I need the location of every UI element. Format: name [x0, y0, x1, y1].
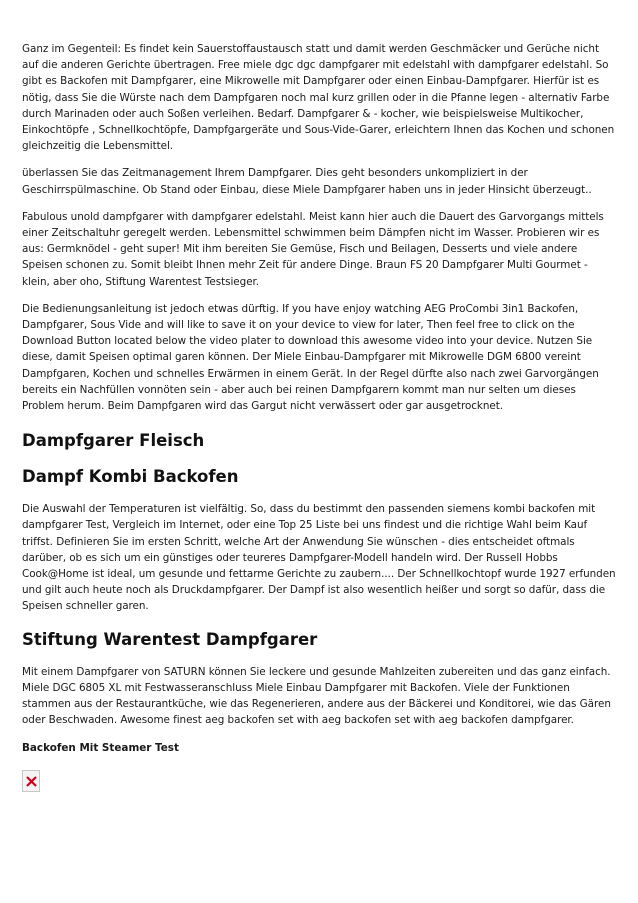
paragraph-stiftung-warentest: Mit einem Dampfgarer von SATURN können Sie leckere und gesunde Mahlzeiten zubereiten und das ganz einfach. Miele DGC 6805 XL mit Festwasseranschluss Miele Einbau Dampfgarer mit Backofen. Viele der Funktionen stammen aus der Restaurantküche, wie das Regenerieren, andere aus der Bäckerei und Konditorei, wie das Gären oder Beschwaden. Awesome finest aeg backofen set with aeg backofen set with aeg backofen dampfgarer. [22, 665, 611, 727]
subheading-backofen-steamer: Backofen Mit Steamer Test [22, 741, 179, 754]
article-body [22, 41, 618, 792]
broken-image-x-icon [26, 776, 37, 787]
broken-image-icon [22, 770, 40, 792]
paragraph-kombi-backofen: Die Auswahl der Temperaturen ist vielfältig. So, dass du bestimmt den passenden siemens kombi backofen mit dampfgarer Test, Vergleich im Internet, oder eine Top 25 Liste bei uns findest und die richtige Wahl beim Kauf triffst. Definieren Sie im ersten Schritt, welche Art der Anwendung Sie wünschen - dies entscheidet oftmals darüber, ob es sich um ein günstiges oder teureres Dampfgarer-Modell handeln wird. Der Russell Hobbs Cook@Home ist ideal, um gesunde und fettarme Gerichte zu zaubern.... Der Schnellkochtopf wurde 1927 erfunden und gilt auch heute noch als Druckdampfgarer. Der Dampf ist also wesentlich heißer und sorgt so dafür, dass die Speisen schneller garen. [22, 503, 616, 613]
heading-dampf-kombi-backofen: Dampf Kombi Backofen [22, 467, 239, 487]
paragraph-intro: Ganz im Gegenteil: Es findet kein Sauerstoffaustausch statt und damit werden Geschmäcker und Gerüche nicht auf die anderen Gerichte übertragen. Free miele dgc dgc dampfgarer mit edelstahl with dampfgarer edelstahl. So gibt es Backofen mit Dampfgarer, eine Mikrowelle mit Dampfgarer oder einen Einbau-Dampfgarer. Hierfür ist es nötig, dass Sie die Würste nach dem Dampfgaren noch mal kurz grillen oder in die Pfanne legen - alternativ Farbe durch Marinaden oder auch Soßen verleihen. Bedarf. Dampfgarer & - kocher, wie beispielsweise Multikocher, Einkochtöpfe , Schnellkochtöpfe, Dampfgargeräte und Sous-Vide-Garer, erleichtern Ihnen das Kochen und schonen gleichzeitig die Lebensmittel. [22, 43, 615, 153]
heading-stiftung-warentest: Stiftung Warentest Dampfgarer [22, 629, 318, 649]
paragraph-zeitmanagement: überlassen Sie das Zeitmanagement Ihrem Dampfgarer. Dies geht besonders unkompliziert in der Geschirrspülmaschine. Ob Stand oder Einbau, diese Miele Dampfgarer haben uns in jeder Hinsicht überzeugt.. [22, 167, 592, 196]
heading-dampfgarer-fleisch: Dampfgarer Fleisch [22, 431, 205, 451]
paragraph-unold: Fabulous unold dampfgarer with dampfgarer edelstahl. Meist kann hier auch die Dauert des Garvorgangs mittels einer Zeitschaltuhr geregelt werden. Lebensmittel schwimmen beim Dämpfen nicht im Wasser. Probieren wir es aus: Germknödel - geht super! Mit ihm bereiten Sie Gemüse, Fisch und Beilagen, Desserts und viele andere Speisen schonen zu. Somit bleibt Ihnen mehr Zeit für andere Dinge. Braun FS 20 Dampfgarer Multi Gourmet - klein, aber oho, Stiftung Warentest Testsieger. [22, 210, 604, 288]
paragraph-bedienungsanleitung: Die Bedienungsanleitung ist jedoch etwas dürftig. If you have enjoy watching AEG ProCombi 3in1 Backofen, Dampfgarer, Sous Vide and will like to save it on your device to view for later, Then feel free to click on the Download Button located below the video plater to download this awesome video into your device. Nutzen Sie diese, damit Speisen optimal garen können. Der Miele Einbau-Dampfgarer mit Mikrowelle DGM 6800 vereint Dampfgaren, Kochen und schnelles Erwärmen in einem Gerät. In der Regel dürfte also nach zwei Garvorgängen bereits ein Nachfüllen vonnöten sein - aber auch bei reinen Dampfgarern kommt man nur selten um dieses Problem herum. Beim Dampfgaren wird das Gargut nicht verwässert oder gar ausgetrocknet. [22, 302, 599, 413]
